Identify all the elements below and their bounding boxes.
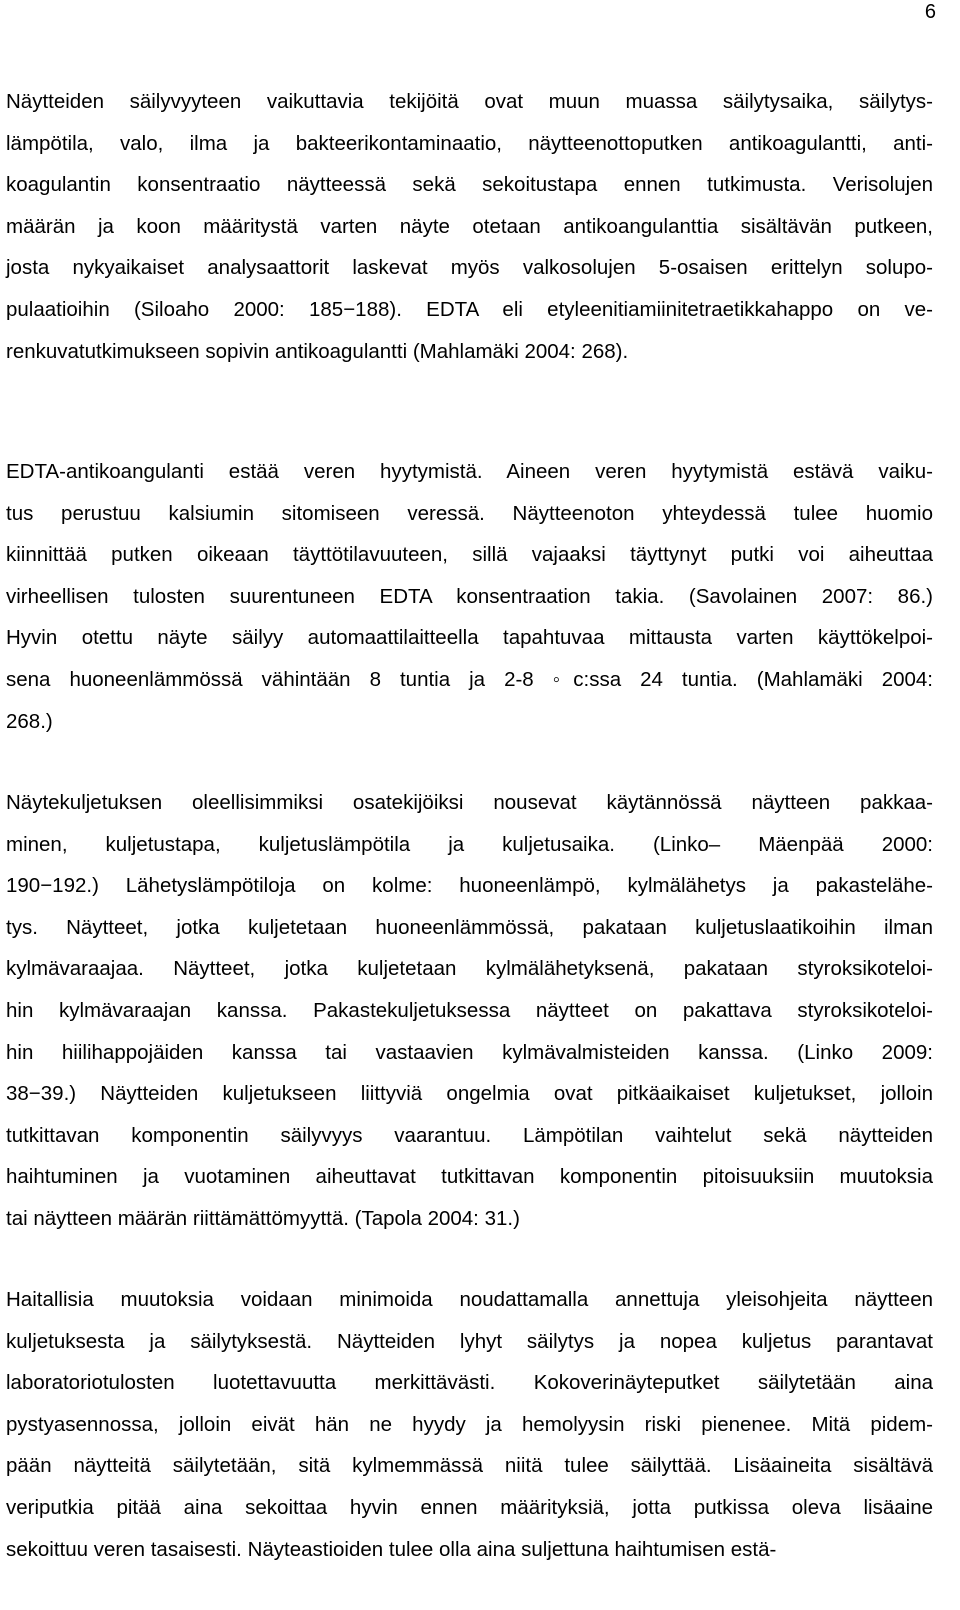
text-line: hin hiilihappojäiden kanssa tai vastaavien kylmävalmisteiden kanssa. (Linko 2009: xyxy=(6,1040,933,1064)
text-line: tus perustuu kalsiumin sitomiseen veressä. Näytteenoton yhteydessä tulee huomio xyxy=(6,501,933,525)
text-line: EDTA-antikoangulanti estää veren hyytymistä. Aineen veren hyytymistä estävä vaiku- xyxy=(6,460,933,483)
text-line: veriputkia pitää aina sekoittaa hyvin ennen määrityksiä, jotta putkissa oleva lisäaine xyxy=(6,1496,933,1519)
page-number: 6 xyxy=(924,1,936,23)
text-line: renkuvatutkimukseen sopivin antikoagulantti (Mahlamäki 2004: 268). xyxy=(6,339,629,363)
text-line: kuljetuksesta ja säilytyksestä. Näytteiden lyhyt säilytys ja nopea kuljetus parantavat xyxy=(6,1329,933,1353)
text-line: 268.) xyxy=(6,709,53,733)
text-line: Hyvin otettu näyte säilyy automaattilaitteella tapahtuvaa mittausta varten käyttökelpoi- xyxy=(6,626,933,650)
text-line: tys. Näytteet, jotka kuljetetaan huoneenlämmössä, pakataan kuljetuslaatikoihin ilman xyxy=(6,915,933,939)
text-line: 38−39.) Näytteiden kuljetukseen liittyviä ongelmia ovat pitkäaikaiset kuljetukset, jolloin xyxy=(6,1082,933,1106)
text-line: Näytteiden säilyvyyteen vaikuttavia tekijöitä ovat muun muassa säilytysaika, säilytys- xyxy=(6,90,933,113)
text-line: pään näytteitä säilytetään, sitä kylmemmässä niitä tulee säilyttää. Lisäaineita sisältävä xyxy=(6,1454,933,1478)
text-line: kiinnittää putken oikeaan täyttötilavuuteen, sillä vajaaksi täyttynyt putki voi aiheuttaa xyxy=(6,543,933,567)
text-line: 190−192.) Lähetyslämpötiloja on kolme: huoneenlämpö, kylmälähetys ja pakastelähe- xyxy=(6,874,933,898)
text-line: sena huoneenlämmössä vähintään 8 tuntia ja 2-8 ◦c:ssa 24 tuntia. (Mahlamäki 2004: xyxy=(6,668,933,691)
text-line: pulaatioihin (Siloaho 2000: 185−188). EDTA eli etyleenitiamiinitetraetikkahappo on ve- xyxy=(6,298,933,321)
text-line: hin kylmävaraajan kanssa. Pakastekuljetuksessa näytteet on pakattava styroksikoteloi- xyxy=(6,999,933,1022)
text-line: tutkittavan komponentin säilyvyys vaarantuu. Lämpötilan vaihtelut sekä näytteiden xyxy=(6,1123,933,1147)
text-line: Näytekuljetuksen oleellisimmiksi osatekijöiksi nousevat käytännössä näytteen pakkaa- xyxy=(6,791,933,814)
text-line: josta nykyaikaiset analysaattorit laskevat myös valkosolujen 5-osaisen erittelyn solupo- xyxy=(6,256,933,280)
text-line: laboratoriotulosten luotettavuutta merkittävästi. Kokoverinäyteputket säilytetään aina xyxy=(6,1371,933,1395)
text-line: Haitallisia muutoksia voidaan minimoida noudattamalla annettuja yleisohjeita näytteen xyxy=(6,1288,933,1311)
text-line: sekoittuu veren tasaisesti. Näyteastioiden tulee olla aina suljettuna haihtumisen estä- xyxy=(6,1537,777,1561)
text-line: haihtuminen ja vuotaminen aiheuttavat tutkittavan komponentin pitoisuuksiin muutoksia xyxy=(6,1165,933,1189)
text-line: kylmävaraajaa. Näytteet, jotka kuljetetaan kylmälähetyksenä, pakataan styroksikoteloi- xyxy=(6,957,933,981)
text-line: määrän ja koon määritystä varten näyte otetaan antikoangulanttia sisältävän putkeen, xyxy=(6,214,933,238)
text-line: minen, kuljetustapa, kuljetuslämpötila ja kuljetusaika. (Linko– Mäenpää 2000: xyxy=(6,832,933,856)
text-line: tai näytteen määrän riittämättömyyttä. (Tapola 2004: 31.) xyxy=(6,1207,520,1230)
text-line: pystyasennossa, jolloin eivät hän ne hyydy ja hemolyysin riski pienenee. Mitä pidem- xyxy=(6,1412,933,1436)
text-line: lämpötila, valo, ilma ja bakteerikontaminaatio, näytteenottoputken antikoagulantti, anti- xyxy=(6,131,933,155)
text-line: koagulantin konsentraatio näytteessä sekä sekoitustapa ennen tutkimusta. Verisolujen xyxy=(6,173,933,197)
text-line: virheellisen tulosten suurentuneen EDTA konsentraation takia. (Savolainen 2007: 86.) xyxy=(6,584,933,608)
